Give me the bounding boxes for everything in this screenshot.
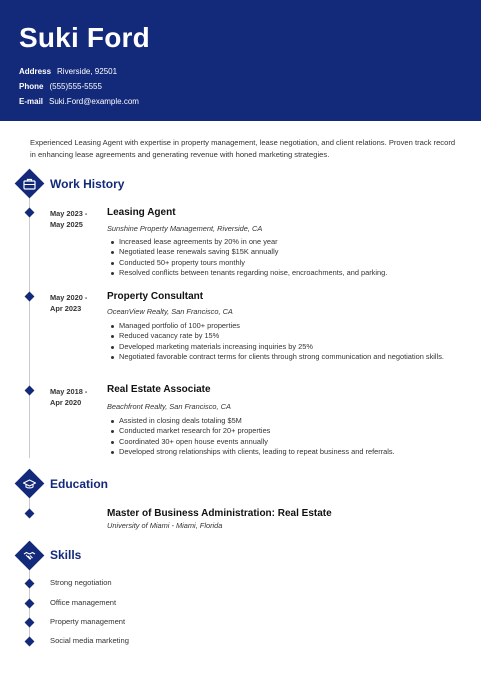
list-item: Developed marketing materials increasing inquiries by 25% xyxy=(119,342,459,352)
list-item: Negotiated favorable contract terms for clients through strong communication and negotiation skills. xyxy=(119,352,459,362)
job-company: Sunshine Property Management, Riverside, CA xyxy=(107,224,263,233)
phone-label: Phone xyxy=(19,82,44,91)
job-dates xyxy=(50,386,87,408)
timeline-marker xyxy=(25,208,35,218)
briefcase-icon xyxy=(23,178,36,190)
email-label: E-mail xyxy=(19,97,44,106)
list-item: Assisted in closing deals totaling $5M xyxy=(119,416,459,426)
skill-item: Strong negotiation xyxy=(50,578,112,587)
job-date-end: Apr 2020 xyxy=(50,398,82,407)
list-item: Increased lease agreements by 20% in one year xyxy=(119,237,459,247)
education-degree: Master of Business Administration: Real Estate xyxy=(107,508,332,519)
job-date-start: May 2018 - xyxy=(50,387,88,396)
email-line xyxy=(19,97,139,106)
job-bullets xyxy=(119,321,459,362)
timeline-marker xyxy=(25,599,35,609)
candidate-name: Suki Ford xyxy=(19,22,150,53)
skill-item: Social media marketing xyxy=(50,636,129,645)
job-bullets xyxy=(119,416,459,457)
list-item: Developed strong relationships with clients, leading to repeat business and referrals. xyxy=(119,447,459,457)
list-item: Reduced vacancy rate by 15% xyxy=(119,331,459,341)
education-section-icon xyxy=(15,469,45,499)
education-school: University of Miami - Miami, Florida xyxy=(107,521,223,530)
list-item: Negotiated lease renewals saving $15K annually xyxy=(119,247,459,257)
list-item: Conducted market research for 20+ properties xyxy=(119,426,459,436)
job-title: Property Consultant xyxy=(107,291,204,302)
list-item: Conducted 50+ property tours monthly xyxy=(119,258,459,268)
timeline-marker xyxy=(25,637,35,647)
skill-item: Office management xyxy=(50,598,117,607)
list-item: Managed portfolio of 100+ properties xyxy=(119,321,459,331)
timeline-marker xyxy=(25,618,35,628)
job-dates xyxy=(50,292,87,314)
skills-heading: Skills xyxy=(50,548,82,562)
list-item: Resolved conflicts between tenants regarding noise, encroachments, and parking. xyxy=(119,268,459,278)
work-history-section-icon xyxy=(15,169,45,199)
job-title: Leasing Agent xyxy=(107,207,176,218)
timeline-marker xyxy=(25,292,35,302)
skills-section-icon xyxy=(15,541,45,571)
job-title: Real Estate Associate xyxy=(107,384,211,395)
job-company: OceanView Realty, San Francisco, CA xyxy=(107,307,233,316)
timeline-line-work xyxy=(29,193,30,458)
professional-summary: Experienced Leasing Agent with expertise in property management, lease negotiation, and client relations. Proven track record in enhancing lease agreements and generating revenue with honed marketing strategies. xyxy=(30,138,456,159)
address-line xyxy=(19,67,117,76)
phone-line xyxy=(19,82,102,91)
timeline-marker xyxy=(25,509,35,519)
job-dates xyxy=(50,208,87,230)
email-value[interactable]: Suki.Ford@example.com xyxy=(49,97,139,106)
job-bullets xyxy=(119,237,459,278)
address-label: Address xyxy=(19,67,52,76)
job-date-end: May 2025 xyxy=(50,220,83,229)
job-date-start: May 2020 - xyxy=(50,293,88,302)
job-date-start: May 2023 - xyxy=(50,209,88,218)
graduation-cap-icon xyxy=(23,478,36,490)
phone-value: (555)555-5555 xyxy=(49,82,102,91)
address-value: Riverside, 92501 xyxy=(57,67,118,76)
resume-header xyxy=(0,0,481,121)
job-date-end: Apr 2023 xyxy=(50,304,82,313)
education-heading: Education xyxy=(50,477,109,491)
job-company: Beachfront Realty, San Francisco, CA xyxy=(107,402,231,411)
handshake-icon xyxy=(23,550,36,562)
work-history-heading: Work History xyxy=(50,177,125,191)
timeline-marker xyxy=(25,579,35,589)
list-item: Coordinated 30+ open house events annually xyxy=(119,437,459,447)
skill-item: Property management xyxy=(50,617,126,626)
timeline-marker xyxy=(25,386,35,396)
